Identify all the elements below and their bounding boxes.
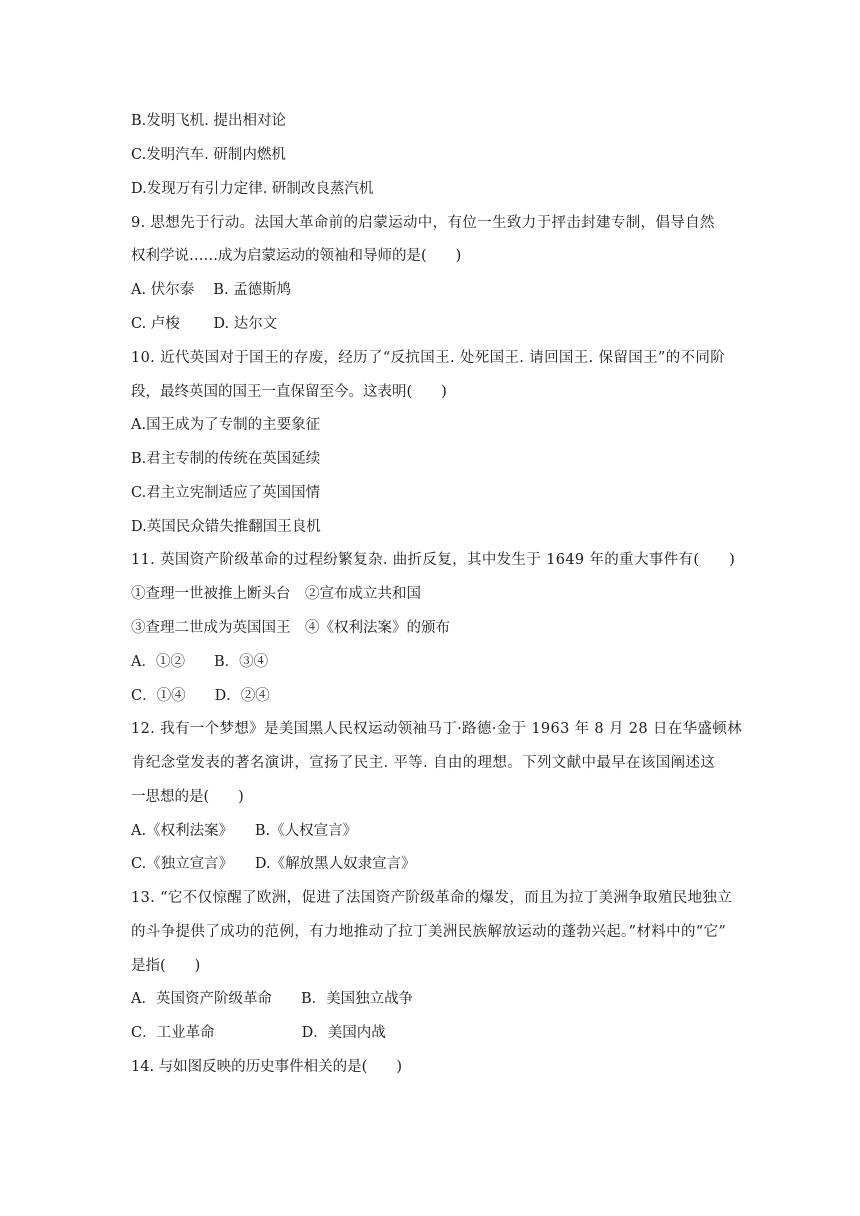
q10-option-b: B.君主专制的传统在英国延续 <box>131 451 321 467</box>
q10-option-d: D.英国民众错失推翻国王良机 <box>131 519 321 535</box>
q12-stem-line-3: 一思想的是( ) <box>131 789 244 805</box>
q13-options-cd: C．工业革命 D．美国内战 <box>131 1025 386 1041</box>
q9-stem-line-2: 权利学说……成为启蒙运动的领袖和导师的是( ) <box>131 248 462 264</box>
q11-options-ab: A．①② B．③④ <box>131 654 269 670</box>
q11-items-12: ①查理一世被推上断头台 ②宣布成立共和国 <box>131 586 421 602</box>
q11-options-cd: C．①④ D．②④ <box>131 688 270 704</box>
q10-stem-line-2: 段，最终英国的国王一直保留至今。这表明( ) <box>131 384 447 400</box>
q10-stem-line-1: 10. 近代英国对于国王的存废，经历了“反抗国王. 处死国王. 请回国王. 保留国王”的不同阶 <box>131 350 726 366</box>
q8-option-d: D.发现万有引力定律. 研制改良蒸汽机 <box>131 181 374 197</box>
q13-options-ab: A．英国资产阶级革命 B．美国独立战争 <box>131 991 414 1007</box>
q10-option-c: C.君主立宪制适应了英国国情 <box>131 485 321 501</box>
q8-option-b: B.发明飞机. 提出相对论 <box>131 113 286 129</box>
q12-options-ab: A.《权利法案》 B.《人权宣言》 <box>131 823 358 839</box>
q14-stem: 14. 与如图反映的历史事件相关的是( ) <box>131 1059 402 1075</box>
q9-options-cd: C. 卢梭 D. 达尔文 <box>131 316 278 332</box>
q11-stem: 11. 英国资产阶级革命的过程纷繁复杂. 曲折反复，其中发生于 1649 年的重大事件有( ) <box>131 552 736 568</box>
q13-stem-line-2: 的斗争提供了成功的范例，有力地推动了拉丁美洲民族解放运动的蓬勃兴起。”材料中的“它” <box>131 924 727 940</box>
q13-stem-line-1: 13. “它不仅惊醒了欧洲，促进了法国资产阶级革命的爆发，而且为拉丁美洲争取殖民地独立 <box>131 890 733 906</box>
q8-option-c: C.发明汽车. 研制内燃机 <box>131 147 286 163</box>
q11-items-34: ③查理二世成为英国国王 ④《权利法案》的颁布 <box>131 620 450 636</box>
q13-stem-line-3: 是指( ) <box>131 958 201 974</box>
q9-options-ab: A. 伏尔泰 B. 孟德斯鸠 <box>131 282 292 298</box>
q12-stem-line-2: 肯纪念堂发表的著名演讲，宣扬了民主. 平等. 自由的理想。下列文献中最早在该国阐述这 <box>131 755 716 771</box>
q12-options-cd: C.《独立宣言》 D.《解放黑人奴隶宣言》 <box>131 856 416 872</box>
q10-option-a: A.国王成为了专制的主要象征 <box>131 417 321 433</box>
q12-stem-line-1: 12. 我有一个梦想》是美国黑人民权运动领袖马丁·路德·金于 1963 年 8 月 28 日在华盛顿林 <box>131 721 742 737</box>
q9-stem-line-1: 9. 思想先于行动。法国大革命前的启蒙运动中，有位一生致力于抨击封建专制，倡导自然 <box>131 215 715 231</box>
